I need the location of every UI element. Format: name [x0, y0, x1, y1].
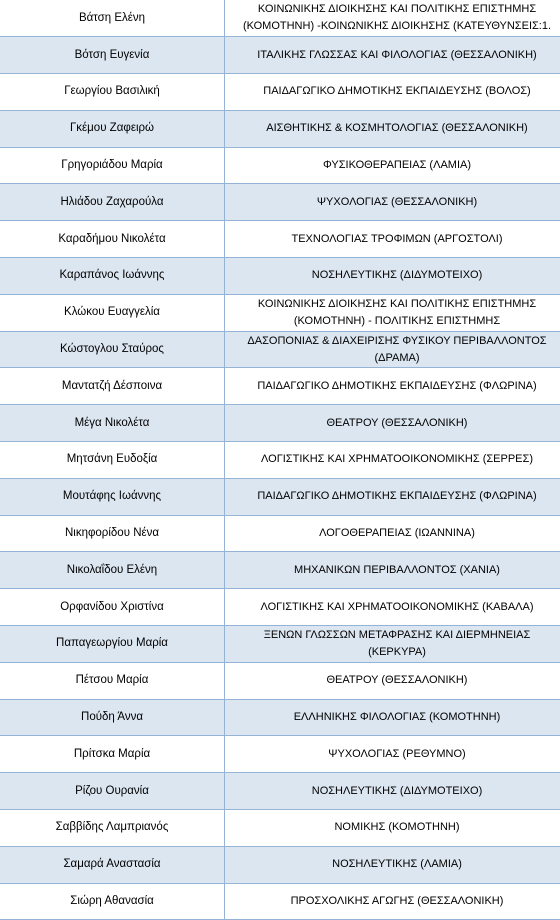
department-cell: [225, 846, 560, 883]
student-name-cell: Βότση Ευγενία: [0, 37, 225, 74]
department-text-line: ΠΑΙΔΑΓΩΓΙΚΟ ΔΗΜΟΤΙΚΗΣ ΕΚΠΑΙΔΕΥΣΗΣ (ΒΟΛΟΣ): [229, 83, 560, 100]
department-cell: [225, 883, 560, 920]
department-text-line: ΙΤΑΛΙΚΗΣ ΓΛΩΣΣΑΣ ΚΑΙ ΦΙΛΟΛΟΓΙΑΣ (ΘΕΣΣΑΛΟΝΙΚΗ): [229, 47, 560, 64]
student-name-cell: Πρίτσκα Μαρία: [0, 736, 225, 773]
table-row: [0, 221, 560, 258]
department-cell: [225, 478, 560, 515]
department-text-line: ΝΟΜΙΚΗΣ (ΚΟΜΟΤΗΝΗ): [229, 819, 560, 836]
table-row: [0, 368, 560, 405]
table-row: [0, 883, 560, 920]
table-row: [0, 37, 560, 74]
table-row: [0, 110, 560, 147]
student-name-cell: Καραδήμου Νικολέτα: [0, 221, 225, 258]
department-cell: [225, 736, 560, 773]
table-row: [0, 74, 560, 111]
department-cell: [225, 147, 560, 184]
department-cell: [225, 589, 560, 626]
table-row: [0, 294, 560, 331]
student-name-cell: Σαββίδης Λαμπριανός: [0, 810, 225, 847]
department-text-line: ΛΟΓΙΣΤΙΚΗΣ ΚΑΙ ΧΡΗΜΑΤΟΟΙΚΟΝΟΜΙΚΗΣ (ΚΑΒΑΛΑ): [229, 599, 560, 616]
student-name-cell: Μουτάφης Ιωάννης: [0, 478, 225, 515]
department-text-line: ΑΙΣΘΗΤΙΚΗΣ & ΚΟΣΜΗΤΟΛΟΓΙΑΣ (ΘΕΣΣΑΛΟΝΙΚΗ): [229, 120, 560, 137]
department-text-line: ΔΑΣΟΠΟΝΙΑΣ & ΔΙΑΧΕΙΡΙΣΗΣ ΦΥΣΙΚΟΥ ΠΕΡΙΒΑΛΛΟΝΤΟΣ: [229, 333, 560, 350]
department-cell: [225, 515, 560, 552]
department-text-line: ΠΑΙΔΑΓΩΓΙΚΟ ΔΗΜΟΤΙΚΗΣ ΕΚΠΑΙΔΕΥΣΗΣ (ΦΛΩΡΙΝΑ): [229, 378, 560, 395]
student-name-cell: Κλώκου Ευαγγελία: [0, 294, 225, 331]
department-text-line: (ΚΟΜΟΤΗΝΗ) - ΠΟΛΙΤΙΚΗΣ ΕΠΙΣΤΗΜΗΣ: [229, 313, 560, 330]
department-cell: [225, 405, 560, 442]
department-cell: [225, 626, 560, 663]
student-name-cell: Βάτση Ελένη: [0, 0, 225, 37]
student-name-cell: Γκέμου Ζαφειρώ: [0, 110, 225, 147]
student-name-cell: Καραπάνος Ιωάννης: [0, 258, 225, 295]
table-row: [0, 258, 560, 295]
student-name-cell: Σιώρη Αθανασία: [0, 883, 225, 920]
student-name-cell: Ρίζου Ουρανία: [0, 773, 225, 810]
student-name-cell: Πούδη Άννα: [0, 699, 225, 736]
department-text-line: ΠΑΙΔΑΓΩΓΙΚΟ ΔΗΜΟΤΙΚΗΣ ΕΚΠΑΙΔΕΥΣΗΣ (ΦΛΩΡΙΝΑ): [229, 488, 560, 505]
student-name-cell: Νικηφορίδου Νένα: [0, 515, 225, 552]
student-name-cell: Ηλιάδου Ζαχαρούλα: [0, 184, 225, 221]
table-row: [0, 552, 560, 589]
table-row: [0, 478, 560, 515]
student-name-cell: Μέγα Νικολέτα: [0, 405, 225, 442]
department-text-line: (ΚΕΡΚΥΡΑ): [229, 644, 560, 661]
student-name-cell: Κώστογλου Σταύρος: [0, 331, 225, 368]
table-row: [0, 736, 560, 773]
department-cell: [225, 184, 560, 221]
table-row: [0, 405, 560, 442]
table-row: [0, 589, 560, 626]
department-cell: [225, 368, 560, 405]
department-text-line: ΨΥΧΟΛΟΓΙΑΣ (ΘΕΣΣΑΛΟΝΙΚΗ): [229, 194, 560, 211]
department-text-line: ΘΕΑΤΡΟΥ (ΘΕΣΣΑΛΟΝΙΚΗ): [229, 415, 560, 432]
department-cell: [225, 294, 560, 331]
table-row: [0, 331, 560, 368]
student-name-cell: Νικολαΐδου Ελένη: [0, 552, 225, 589]
department-text-line: ΝΟΣΗΛΕΥΤΙΚΗΣ (ΔΙΔΥΜΟΤΕΙΧΟ): [229, 267, 560, 284]
department-text-line: ΛΟΓΙΣΤΙΚΗΣ ΚΑΙ ΧΡΗΜΑΤΟΟΙΚΟΝΟΜΙΚΗΣ (ΣΕΡΡΕΣ): [229, 451, 560, 468]
department-text-line: ΠΡΟΣΧΟΛΙΚΗΣ ΑΓΩΓΗΣ (ΘΕΣΣΑΛΟΝΙΚΗ): [229, 893, 560, 910]
department-cell: [225, 331, 560, 368]
department-text-line: ΝΟΣΗΛΕΥΤΙΚΗΣ (ΔΙΔΥΜΟΤΕΙΧΟ): [229, 783, 560, 800]
department-cell: [225, 662, 560, 699]
department-cell: [225, 37, 560, 74]
student-name-cell: Ορφανίδου Χριστίνα: [0, 589, 225, 626]
department-cell: [225, 74, 560, 111]
department-text-line: ΛΟΓΟΘΕΡΑΠΕΙΑΣ (ΙΩΑΝΝΙΝΑ): [229, 525, 560, 542]
department-text-line: ΤΕΧΝΟΛΟΓΙΑΣ ΤΡΟΦΙΜΩΝ (ΑΡΓΟΣΤΟΛΙ): [229, 231, 560, 248]
table-row: [0, 184, 560, 221]
student-name-cell: Πέτσου Μαρία: [0, 662, 225, 699]
department-cell: [225, 110, 560, 147]
student-name-cell: Παπαγεωργίου Μαρία: [0, 626, 225, 663]
table-row: [0, 147, 560, 184]
department-cell: [225, 810, 560, 847]
student-name-cell: Μαντατζή Δέσποινα: [0, 368, 225, 405]
department-cell: [225, 552, 560, 589]
table-row: [0, 773, 560, 810]
table-row: [0, 810, 560, 847]
table-row: [0, 515, 560, 552]
department-text-line: (ΚΟΜΟΤΗΝΗ) -ΚΟΙΝΩΝΙΚΗΣ ΔΙΟΙΚΗΣΗΣ (ΚΑΤΕΥΘΥΝΣΕΙΣ:1.: [229, 18, 560, 35]
department-cell: [225, 442, 560, 479]
department-text-line: ΚΟΙΝΩΝΙΚΗΣ ΔΙΟΙΚΗΣΗΣ ΚΑΙ ΠΟΛΙΤΙΚΗΣ ΕΠΙΣΤΗΜΗΣ: [229, 1, 560, 18]
table-row: [0, 699, 560, 736]
table-row: [0, 662, 560, 699]
department-cell: [225, 773, 560, 810]
department-text-line: ΝΟΣΗΛΕΥΤΙΚΗΣ (ΛΑΜΙΑ): [229, 856, 560, 873]
student-name-cell: Γρηγοριάδου Μαρία: [0, 147, 225, 184]
department-text-line: ΨΥΧΟΛΟΓΙΑΣ (ΡΕΘΥΜΝΟ): [229, 746, 560, 763]
table-row: [0, 0, 560, 37]
department-cell: [225, 699, 560, 736]
department-text-line: ΦΥΣΙΚΟΘΕΡΑΠΕΙΑΣ (ΛΑΜΙΑ): [229, 157, 560, 174]
department-text-line: ΚΟΙΝΩΝΙΚΗΣ ΔΙΟΙΚΗΣΗΣ ΚΑΙ ΠΟΛΙΤΙΚΗΣ ΕΠΙΣΤΗΜΗΣ: [229, 296, 560, 313]
department-cell: [225, 0, 560, 37]
department-text-line: (ΔΡΑΜΑ): [229, 350, 560, 367]
department-cell: [225, 221, 560, 258]
department-cell: [225, 258, 560, 295]
department-text-line: ΞΕΝΩΝ ΓΛΩΣΣΩΝ ΜΕΤΑΦΡΑΣΗΣ ΚΑΙ ΔΙΕΡΜΗΝΕΙΑΣ: [229, 627, 560, 644]
department-text-line: ΕΛΛΗΝΙΚΗΣ ΦΙΛΟΛΟΓΙΑΣ (ΚΟΜΟΤΗΝΗ): [229, 709, 560, 726]
table-row: [0, 442, 560, 479]
table-row: [0, 846, 560, 883]
student-name-cell: Γεωργίου Βασιλική: [0, 74, 225, 111]
student-name-cell: Σαμαρά Αναστασία: [0, 846, 225, 883]
department-text-line: ΘΕΑΤΡΟΥ (ΘΕΣΣΑΛΟΝΙΚΗ): [229, 672, 560, 689]
department-text-line: ΜΗΧΑΝΙΚΩΝ ΠΕΡΙΒΑΛΛΟΝΤΟΣ (ΧΑΝΙΑ): [229, 562, 560, 579]
table-row: [0, 626, 560, 663]
student-name-cell: Μητσάνη Ευδοξία: [0, 442, 225, 479]
